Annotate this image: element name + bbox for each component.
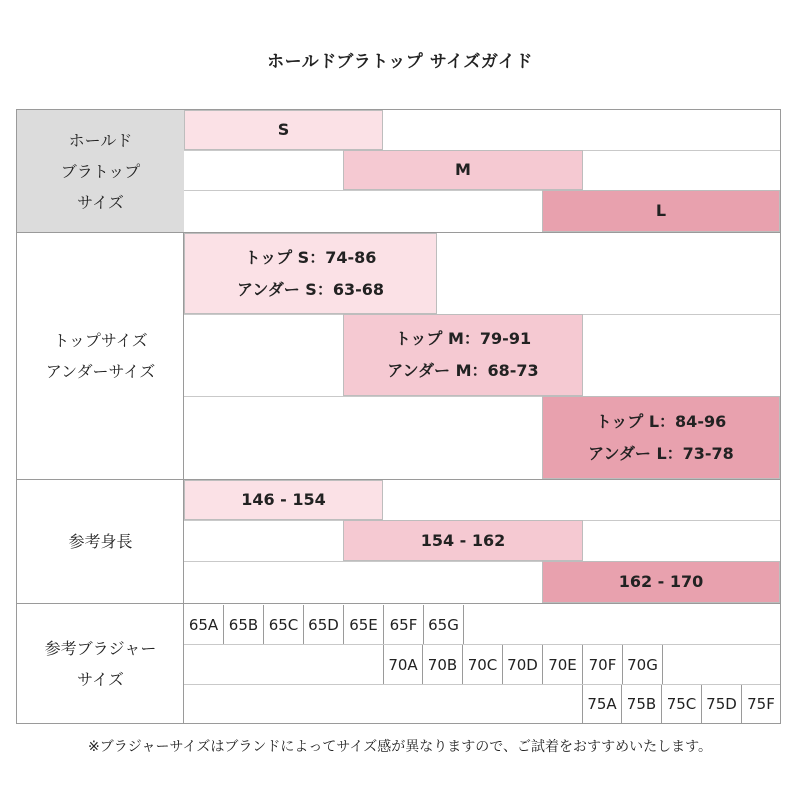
- top-under-s-band: [184, 233, 437, 314]
- label-line: 参考ブラジャー: [44, 638, 157, 658]
- size-l-band: L: [542, 190, 780, 232]
- reference-height-label: 参考身長: [68, 532, 133, 551]
- size-s-band: S: [184, 110, 383, 150]
- top-under-size-label: [17, 233, 184, 479]
- bra-size-cell: 75C: [662, 685, 702, 723]
- label-line: ブラトップ: [60, 161, 141, 181]
- under-size-m: アンダー M：68-73: [387, 361, 539, 380]
- top-size-l: トップ L：84-96: [595, 411, 727, 431]
- top-under-m-band: [343, 314, 583, 396]
- bra-size-cell: 65F: [384, 605, 424, 644]
- label-line: サイズ: [77, 192, 124, 212]
- label-line: サイズ: [77, 669, 124, 689]
- bra-size-cell: 70B: [423, 645, 463, 684]
- fitting-note: ※ブラジャーサイズはブランドによってサイズ感が異なりますので、ご試着をおすすめいたします。: [88, 739, 712, 755]
- label-line: トップサイズ: [53, 331, 148, 350]
- bra-size-cell: 65G: [424, 605, 464, 644]
- size-m-band: M: [343, 150, 583, 190]
- page-title: ホールドブラトップ サイズガイド: [267, 52, 533, 72]
- bra-size-cell: 65E: [344, 605, 384, 644]
- hold-size-label: [17, 110, 184, 232]
- bra-size-cell: 70F: [583, 645, 623, 684]
- height-m-band: 154 - 162: [343, 520, 583, 561]
- height-s-band: 146 - 154: [184, 480, 383, 520]
- top-size-m: トップ M：79-91: [394, 329, 532, 348]
- bra-size-cell: 70C: [463, 645, 503, 684]
- bra-size-cell: 65C: [264, 605, 304, 644]
- reference-bra-size-label: [17, 604, 184, 723]
- top-under-l-band: [542, 396, 780, 479]
- bra-size-cell: 65A: [184, 605, 224, 644]
- bra-size-cell: 75F: [747, 695, 775, 713]
- under-size-s: アンダー S：63-68: [237, 279, 384, 299]
- bra-size-cell: 65D: [304, 605, 344, 644]
- height-l-band: 162 - 170: [542, 561, 780, 603]
- under-size-l: アンダー L：73-78: [588, 443, 734, 463]
- label-line: アンダーサイズ: [45, 362, 156, 381]
- bra-size-cell: 70D: [503, 645, 543, 684]
- bra-size-cell: 75B: [622, 685, 662, 723]
- bra-size-cell: 65B: [224, 605, 264, 644]
- bra-size-cell: 70E: [543, 645, 583, 684]
- bra-size-cell: 70G: [623, 645, 663, 684]
- bra-size-cell: 75D: [702, 685, 742, 723]
- size-guide-table: [16, 109, 781, 724]
- bra-size-cell: 70A: [383, 645, 423, 684]
- top-size-s: トップ S：74-86: [244, 247, 377, 267]
- label-line: ホールド: [68, 130, 133, 150]
- bra-size-cell: 75A: [582, 685, 622, 723]
